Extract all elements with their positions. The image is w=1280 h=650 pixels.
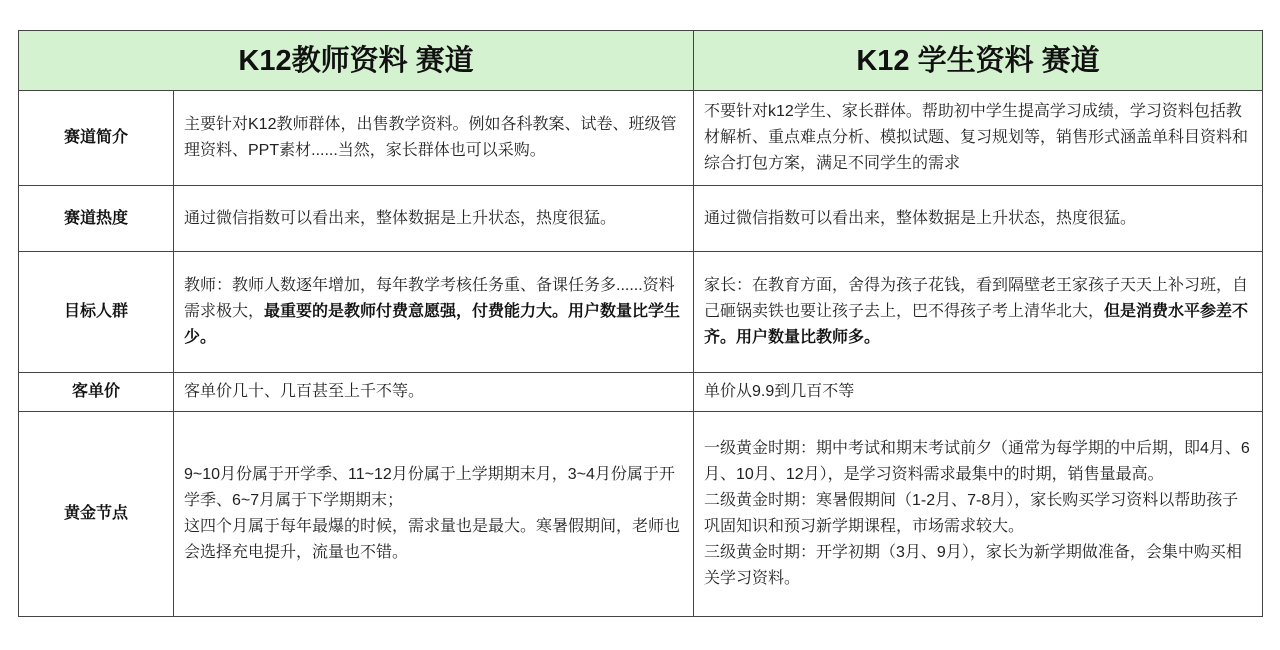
table-row <box>19 252 1263 373</box>
student-track-header: K12 学生资料 赛道 <box>694 31 1263 91</box>
teacher-cell <box>174 252 694 373</box>
teacher-node-line: 9~10月份属于开学季、11~12月份属于上学期期末月，3~4月份属于开学季、6~7月属于下学期期末； <box>184 466 675 509</box>
row-label: 客单价 <box>19 373 174 412</box>
row-label: 赛道简介 <box>19 91 174 186</box>
student-node-line: 一级黄金时期：期中考试和期末考试前夕（通常为每学期的中后期，即4月、6月、10月、12月），是学习资料需求最集中的时期，销售量最高。 <box>704 440 1250 483</box>
row-label: 黄金节点 <box>19 412 174 617</box>
student-audience-emphasis: 但是消费水平参差不齐。用户数量比教师多。 <box>704 303 1249 346</box>
teacher-cell <box>174 412 694 617</box>
student-cell <box>694 252 1263 373</box>
table-row <box>19 91 1263 186</box>
student-cell <box>694 412 1263 617</box>
table-row <box>19 186 1263 252</box>
teacher-cell: 主要针对K12教师群体，出售教学资料。例如各科教案、试卷、班级管理资料、PPT素材......当然，家长群体也可以采购。 <box>174 91 694 186</box>
table-row <box>19 373 1263 412</box>
student-cell: 不要针对k12学生、家长群体。帮助初中学生提高学习成绩，学习资料包括教材解析、重点难点分析、模拟试题、复习规划等，销售形式涵盖单科目资料和综合打包方案，满足不同学生的需求 <box>694 91 1263 186</box>
teacher-audience-emphasis: 最重要的是教师付费意愿强，付费能力大。用户数量比学生少。 <box>184 303 681 346</box>
comparison-table <box>18 30 1263 617</box>
teacher-audience-text: 教师：教师人数逐年增加，每年教学考核任务重、备课任务多......资料需求极大， <box>184 277 675 320</box>
teacher-cell: 通过微信指数可以看出来，整体数据是上升状态，热度很猛。 <box>174 186 694 252</box>
student-cell: 单价从9.9到几百不等 <box>694 373 1263 412</box>
row-label: 目标人群 <box>19 252 174 373</box>
teacher-node-line: 这四个月属于每年最爆的时候，需求量也是最大。寒暑假期间，老师也会选择充电提升，流量也不错。 <box>184 518 681 561</box>
student-node-line: 二级黄金时期：寒暑假期间（1-2月、7-8月），家长购买学习资料以帮助孩子巩固知识和预习新学期课程，市场需求较大。 <box>704 492 1239 535</box>
header-row <box>19 31 1263 91</box>
teacher-cell: 客单价几十、几百甚至上千不等。 <box>174 373 694 412</box>
table-row <box>19 412 1263 617</box>
student-cell: 通过微信指数可以看出来，整体数据是上升状态，热度很猛。 <box>694 186 1263 252</box>
row-label: 赛道热度 <box>19 186 174 252</box>
student-audience-text: 家长：在教育方面，舍得为孩子花钱，看到隔壁老王家孩子天天上补习班，自己砸锅卖铁也要让孩子去上，巴不得孩子考上清华北大， <box>704 277 1249 320</box>
teacher-track-header: K12教师资料 赛道 <box>19 31 694 91</box>
student-node-line: 三级黄金时期：开学初期（3月、9月），家长为新学期做准备，会集中购买相关学习资料。 <box>704 544 1242 587</box>
